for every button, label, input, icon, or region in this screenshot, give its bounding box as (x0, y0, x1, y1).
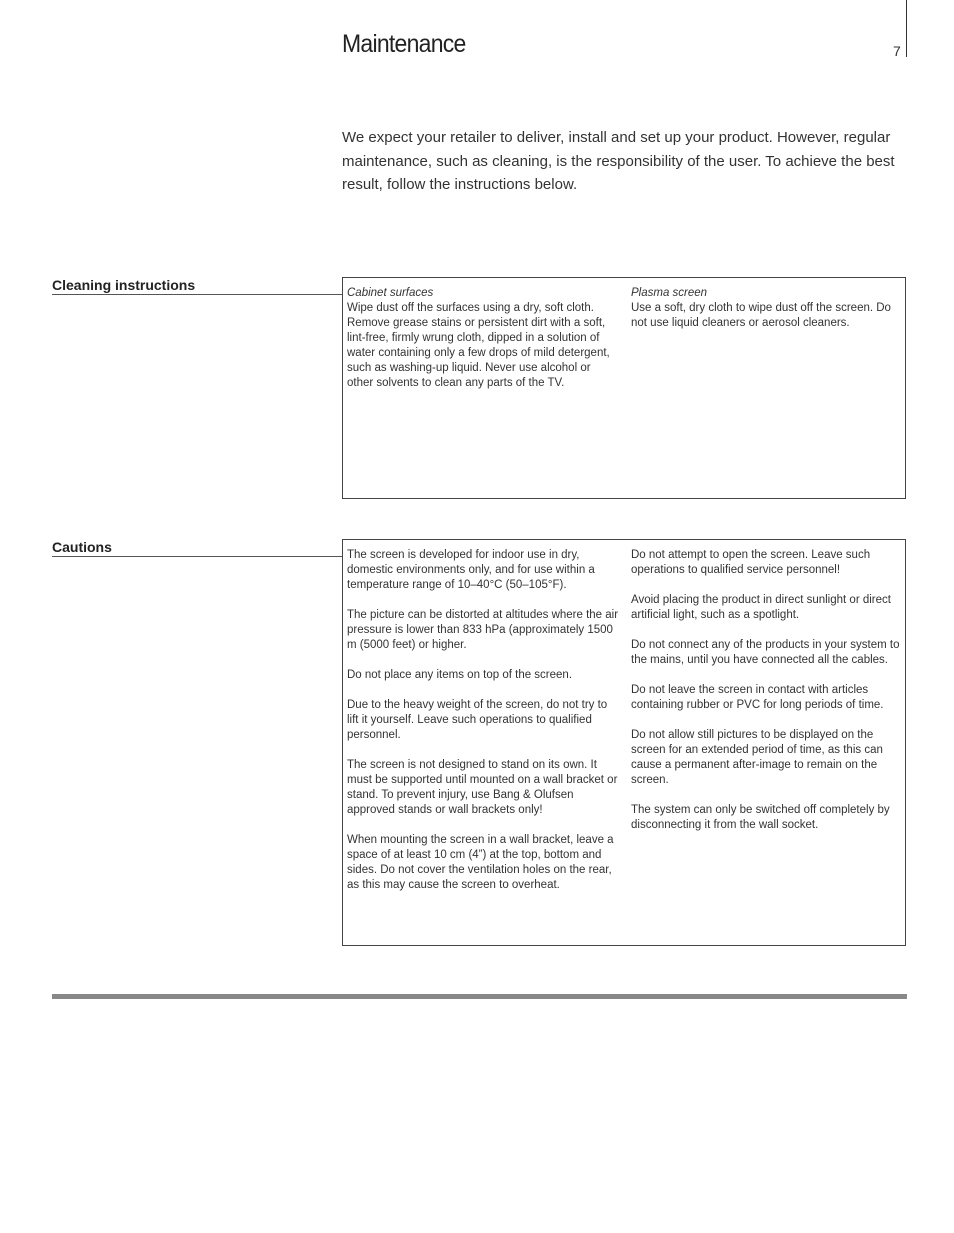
caution-item: Do not allow still pictures to be displayed on the screen for an extended period of time, as this can cause a permanent after-image to remain on the screen. (631, 729, 883, 786)
cleaning-instructions-heading: Cleaning instructions (52, 277, 342, 295)
caution-item: The system can only be switched off completely by disconnecting it from the wall socket. (631, 804, 890, 831)
page-edge-rule (906, 0, 907, 57)
caution-item: Do not place any items on top of the screen. (347, 669, 573, 681)
cautions-right-column (631, 548, 903, 848)
caution-item: Do not attempt to open the screen. Leave such operations to qualified service personnel! (631, 549, 871, 576)
caution-item: Due to the heavy weight of the screen, do not try to lift it yourself. Leave such operations to qualified personnel. (347, 699, 608, 741)
plasma-screen-column (631, 286, 903, 331)
cautions-heading: Cautions (52, 539, 342, 557)
page-number: 7 (893, 43, 901, 59)
caution-item: When mounting the screen in a wall bracket, leave a space of at least 10 cm (4”) at the top, bottom and sides. Do not cover the ventilation holes on the rear, as this may cause the screen to overheat. (347, 834, 614, 891)
caution-item: The picture can be distorted at altitudes where the air pressure is lower than 833 hPa (approximately 1500 m (5000 feet) or higher. (347, 609, 619, 651)
cleaning-instructions-box (342, 277, 906, 499)
bottom-rule (52, 994, 907, 999)
intro-paragraph: We expect your retailer to deliver, install and set up your product. However, regular maintenance, such as cleaning, is the responsibility of the user. To achieve the best result, follow the instructions below. (342, 129, 895, 193)
plasma-screen-heading: Plasma screen (631, 287, 708, 299)
plasma-screen-text: Use a soft, dry cloth to wipe dust off the screen. Do not use liquid cleaners or aerosol cleaners. (631, 302, 891, 329)
caution-item: Do not connect any of the products in your system to the mains, until you have connected all the cables. (631, 639, 900, 666)
caution-item: Do not leave the screen in contact with articles containing rubber or PVC for long periods of time. (631, 684, 884, 711)
cabinet-surfaces-column (347, 286, 619, 391)
cabinet-surfaces-heading: Cabinet surfaces (347, 287, 434, 299)
cautions-left-column (347, 548, 619, 908)
caution-item: Avoid placing the product in direct sunlight or direct artificial light, such as a spotlight. (631, 594, 891, 621)
caution-item: The screen is not designed to stand on its own. It must be supported until mounted on a wall bracket or stand. To prevent injury, use Bang & Olufsen approved stands or wall brackets only! (347, 759, 618, 816)
cautions-box (342, 539, 906, 946)
page-title: Maintenance (342, 30, 466, 58)
caution-item: The screen is developed for indoor use in dry, domestic environments only, and for use within a temperature range of 10–40°C (50–105°F). (347, 549, 595, 591)
cabinet-surfaces-text: Wipe dust off the surfaces using a dry, soft cloth. Remove grease stains or persistent dirt with a soft, lint-free, firmly wrung cloth, dipped in a solution of water containing only a few drops of mild detergent, such as washing-up liquid. Never use alcohol or other solvents to clean any parts of the TV. (347, 302, 610, 389)
